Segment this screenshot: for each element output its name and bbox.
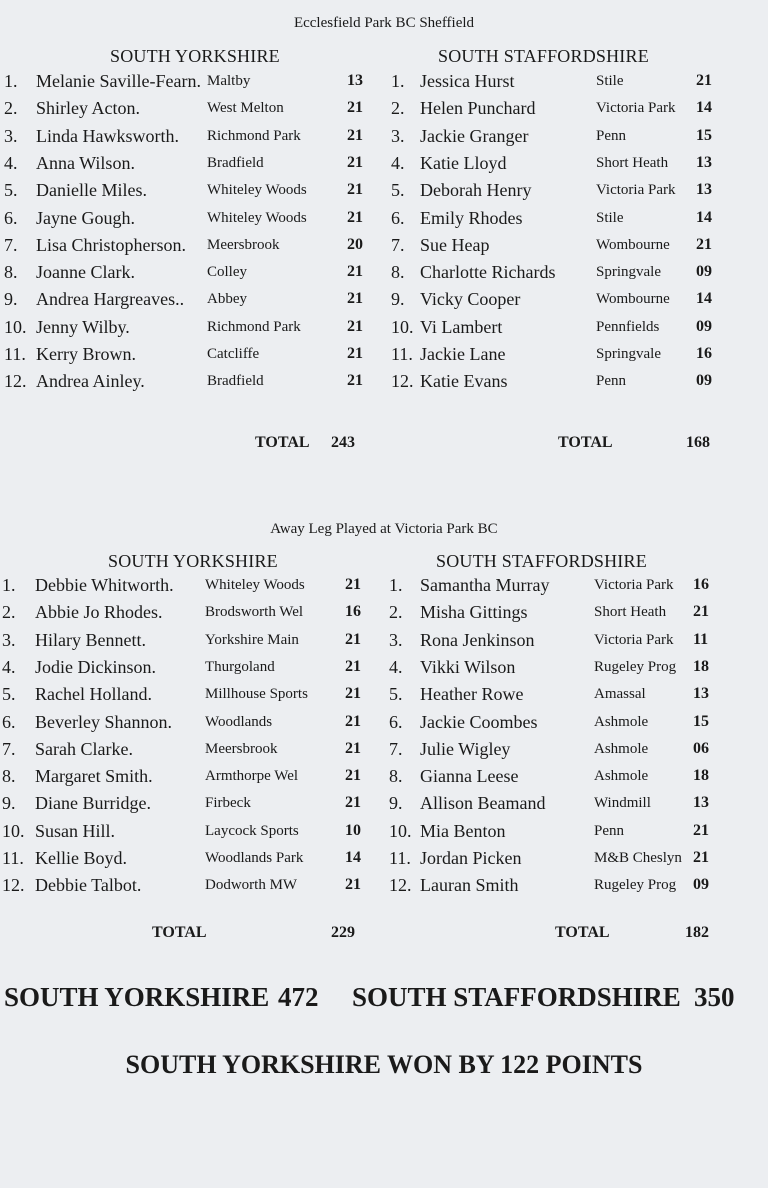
player-number: 12. bbox=[391, 371, 414, 392]
summary-home-score: 472 bbox=[278, 982, 319, 1012]
leg1-away-row bbox=[0, 153, 768, 179]
player-number: 6. bbox=[391, 207, 405, 228]
player-score: 21 bbox=[345, 657, 361, 675]
player-club: Whiteley Woods bbox=[207, 209, 307, 226]
player-club: Victoria Park bbox=[594, 577, 674, 593]
leg2-away-row bbox=[0, 821, 768, 847]
player-club: Springvale bbox=[596, 264, 661, 281]
player-score: 21 bbox=[347, 181, 363, 199]
player-number: 2. bbox=[4, 98, 18, 119]
player-score: 21 bbox=[347, 263, 363, 281]
leg1-away-team-heading: SOUTH STAFFORDSHIRE bbox=[438, 46, 649, 66]
summary-away-score: 350 bbox=[694, 982, 735, 1012]
player-club: Colley bbox=[207, 264, 247, 281]
leg1-home-team-heading: SOUTH YORKSHIRE bbox=[110, 46, 280, 66]
player-club: Yorkshire Main bbox=[205, 631, 299, 648]
player-number: 7. bbox=[2, 738, 16, 759]
player-name: Katie Lloyd bbox=[420, 152, 507, 173]
leg1-away-row bbox=[0, 289, 768, 315]
player-number: 4. bbox=[389, 656, 403, 677]
leg1-away-row bbox=[0, 235, 768, 261]
player-club: Brodsworth Wel bbox=[205, 604, 304, 621]
player-club: Armthorpe Wel bbox=[205, 768, 299, 785]
player-name: Vicky Cooper bbox=[420, 289, 521, 310]
player-name: Julie Wigley bbox=[420, 738, 511, 759]
player-number: 10. bbox=[4, 316, 27, 337]
player-name: Jenny Wilby. bbox=[36, 316, 130, 337]
player-club: Springvale bbox=[596, 346, 661, 362]
player-score: 21 bbox=[347, 99, 363, 117]
player-name: Charlotte Richards bbox=[420, 262, 556, 283]
leg2-away-row bbox=[0, 575, 768, 601]
player-name: Katie Evans bbox=[420, 371, 508, 392]
player-score: 21 bbox=[347, 208, 363, 226]
player-club: Rugeley Prog bbox=[594, 658, 677, 675]
player-club: Ashmole bbox=[594, 713, 649, 730]
player-club: Amassal bbox=[594, 686, 646, 703]
player-number: 9. bbox=[391, 289, 405, 310]
player-club: Woodlands Park bbox=[205, 850, 304, 866]
player-number: 9. bbox=[4, 289, 18, 310]
player-score: 21 bbox=[693, 821, 709, 839]
player-name: Rona Jenkinson bbox=[420, 629, 535, 650]
player-name: Jackie Lane bbox=[420, 344, 506, 364]
leg2-away-row bbox=[0, 602, 768, 628]
player-name: Shirley Acton. bbox=[36, 98, 140, 119]
player-score: 13 bbox=[696, 181, 712, 199]
player-number: 4. bbox=[2, 656, 16, 677]
player-club: Dodworth MW bbox=[205, 877, 298, 894]
player-name: Jordan Picken bbox=[420, 848, 522, 868]
player-score: 14 bbox=[696, 99, 712, 117]
player-score: 18 bbox=[693, 767, 709, 785]
player-score: 21 bbox=[345, 767, 361, 785]
player-name: Sue Heap bbox=[420, 234, 490, 255]
player-name: Jackie Granger bbox=[420, 125, 529, 146]
leg2-away-team-heading: SOUTH STAFFORDSHIRE bbox=[436, 551, 647, 571]
player-club: Woodlands bbox=[205, 713, 273, 730]
player-score: 06 bbox=[693, 739, 709, 757]
leg1-away-row bbox=[0, 180, 768, 206]
leg1-away-row bbox=[0, 344, 768, 370]
player-club: Meersbrook bbox=[207, 236, 280, 253]
player-number: 3. bbox=[4, 125, 18, 146]
player-name: Heather Rowe bbox=[420, 684, 524, 705]
player-score: 21 bbox=[347, 345, 363, 362]
leg2-away-total-label: TOTAL bbox=[555, 924, 610, 941]
player-score: 21 bbox=[693, 849, 709, 866]
player-club: Short Heath bbox=[596, 154, 669, 171]
player-number: 9. bbox=[389, 793, 403, 814]
player-club: West Melton bbox=[207, 100, 284, 117]
leg1-away-row bbox=[0, 317, 768, 343]
player-club: Victoria Park bbox=[596, 100, 676, 117]
leg1-away-row bbox=[0, 126, 768, 152]
player-club: Penn bbox=[594, 822, 624, 839]
player-number: 5. bbox=[2, 684, 16, 705]
player-number: 11. bbox=[4, 344, 26, 364]
player-club: M&B Cheslyn bbox=[594, 850, 682, 866]
player-score: 09 bbox=[696, 263, 712, 281]
player-score: 21 bbox=[345, 685, 361, 703]
player-name: Debbie Talbot. bbox=[35, 875, 142, 896]
leg2-venue: Away Leg Played at Victoria Park BC bbox=[270, 521, 498, 537]
player-club: Victoria Park bbox=[596, 182, 676, 199]
player-name: Hilary Bennett. bbox=[35, 629, 146, 650]
player-club: Penn bbox=[596, 127, 626, 144]
player-number: 3. bbox=[2, 629, 16, 650]
player-club: Penn bbox=[596, 373, 626, 390]
leg1-venue: Ecclesfield Park BC Sheffield bbox=[293, 15, 475, 31]
player-name: Anna Wilson. bbox=[36, 152, 135, 173]
player-name: Abbie Jo Rhodes. bbox=[35, 602, 163, 623]
player-number: 1. bbox=[391, 71, 405, 91]
leg1-home-total-label: TOTAL bbox=[255, 434, 310, 451]
player-club: Millhouse Sports bbox=[205, 686, 308, 703]
player-club: Rugeley Prog bbox=[594, 877, 677, 894]
player-club: Whiteley Woods bbox=[205, 577, 305, 593]
player-number: 5. bbox=[4, 180, 18, 201]
player-club: Firbeck bbox=[205, 795, 251, 812]
leg2-home-team-heading: SOUTH YORKSHIRE bbox=[108, 551, 278, 571]
player-club: Pennfields bbox=[596, 318, 660, 335]
leg2-away-row bbox=[0, 875, 768, 901]
player-name: Susan Hill. bbox=[35, 820, 116, 841]
player-club: Ashmole bbox=[594, 740, 649, 757]
leg1-away-row bbox=[0, 71, 768, 97]
player-score: 21 bbox=[347, 290, 363, 308]
player-number: 4. bbox=[4, 152, 18, 173]
player-club: Thurgoland bbox=[205, 658, 275, 675]
player-name: Jodie Dickinson. bbox=[35, 656, 156, 677]
player-name: Emily Rhodes bbox=[420, 207, 523, 228]
player-club: Maltby bbox=[207, 73, 251, 89]
player-score: 09 bbox=[693, 876, 709, 894]
player-club: Wombourne bbox=[596, 291, 670, 308]
leg2-away-row bbox=[0, 630, 768, 656]
player-name: Sarah Clarke. bbox=[35, 738, 133, 759]
player-number: 7. bbox=[391, 234, 405, 255]
player-score: 14 bbox=[696, 208, 712, 226]
leg2-away-row bbox=[0, 739, 768, 765]
player-club: Meersbrook bbox=[205, 740, 278, 757]
leg1-away-row bbox=[0, 371, 768, 397]
player-number: 7. bbox=[4, 234, 18, 255]
player-name: Lisa Christopherson. bbox=[36, 234, 186, 255]
player-number: 2. bbox=[391, 98, 405, 119]
player-number: 8. bbox=[391, 262, 405, 283]
player-name: Misha Gittings bbox=[420, 602, 528, 623]
player-number: 11. bbox=[2, 848, 24, 868]
player-score: 21 bbox=[347, 372, 363, 390]
player-score: 21 bbox=[347, 126, 363, 144]
leg2-away-row bbox=[0, 793, 768, 819]
player-club: Short Heath bbox=[594, 604, 667, 621]
player-name: Vikki Wilson bbox=[420, 656, 516, 677]
player-number: 7. bbox=[389, 738, 403, 759]
player-name: Samantha Murray bbox=[420, 575, 550, 595]
player-number: 10. bbox=[391, 316, 414, 337]
player-name: Andrea Ainley. bbox=[36, 371, 145, 392]
player-club: Bradfield bbox=[207, 373, 264, 390]
player-club: Richmond Park bbox=[207, 318, 301, 335]
leg2-away-total: 182 bbox=[685, 924, 709, 941]
player-score: 16 bbox=[696, 345, 712, 362]
player-number: 11. bbox=[389, 848, 411, 868]
summary-home-name: SOUTH YORKSHIRE bbox=[4, 982, 270, 1012]
player-number: 1. bbox=[2, 575, 16, 595]
player-club: Laycock Sports bbox=[205, 822, 299, 839]
player-name: Lauran Smith bbox=[420, 875, 519, 896]
leg2-away-row bbox=[0, 657, 768, 683]
player-number: 8. bbox=[4, 262, 18, 283]
player-club: Abbey bbox=[207, 291, 247, 308]
player-number: 8. bbox=[389, 766, 403, 787]
player-score: 09 bbox=[696, 317, 712, 335]
player-score: 21 bbox=[345, 794, 361, 812]
player-number: 8. bbox=[2, 766, 16, 787]
match-result: SOUTH YORKSHIRE WON BY 122 POINTS bbox=[125, 1050, 643, 1079]
player-score: 21 bbox=[345, 630, 361, 648]
player-club: Victoria Park bbox=[594, 631, 674, 648]
player-club: Stile bbox=[596, 209, 624, 226]
player-name: Debbie Whitworth. bbox=[35, 575, 174, 595]
player-name: Kerry Brown. bbox=[36, 344, 136, 364]
player-name: Mia Benton bbox=[420, 820, 506, 841]
player-number: 9. bbox=[2, 793, 16, 814]
player-score: 21 bbox=[347, 153, 363, 171]
leg1-away-total: 168 bbox=[686, 434, 710, 451]
player-name: Deborah Henry bbox=[420, 180, 532, 201]
player-score: 21 bbox=[696, 72, 712, 89]
player-club: Wombourne bbox=[596, 236, 670, 253]
player-club: Windmill bbox=[594, 795, 651, 812]
leg1-away-row bbox=[0, 98, 768, 124]
player-number: 10. bbox=[2, 820, 25, 841]
player-number: 1. bbox=[389, 575, 403, 595]
player-score: 21 bbox=[345, 876, 361, 894]
player-number: 12. bbox=[4, 371, 27, 392]
player-club: Catcliffe bbox=[207, 346, 260, 362]
player-number: 6. bbox=[2, 711, 16, 732]
player-club: Bradfield bbox=[207, 154, 264, 171]
player-number: 4. bbox=[391, 152, 405, 173]
player-score: 13 bbox=[696, 153, 712, 171]
player-name: Danielle Miles. bbox=[36, 180, 147, 201]
player-number: 6. bbox=[389, 711, 403, 732]
player-name: Jessica Hurst bbox=[420, 71, 515, 91]
player-score: 14 bbox=[345, 849, 361, 866]
player-club: Ashmole bbox=[594, 768, 649, 785]
player-club: Whiteley Woods bbox=[207, 182, 307, 199]
player-number: 6. bbox=[4, 207, 18, 228]
player-score: 13 bbox=[693, 794, 709, 812]
summary-away-name: SOUTH STAFFORDSHIRE bbox=[352, 982, 681, 1012]
player-name: Diane Burridge. bbox=[35, 793, 151, 814]
player-score: 21 bbox=[696, 235, 712, 253]
player-name: Rachel Holland. bbox=[35, 684, 152, 705]
player-number: 12. bbox=[389, 875, 412, 896]
player-name: Beverley Shannon. bbox=[35, 711, 172, 732]
player-name: Andrea Hargreaves.. bbox=[36, 289, 185, 310]
player-score: 21 bbox=[347, 317, 363, 335]
player-number: 10. bbox=[389, 820, 412, 841]
player-score: 18 bbox=[693, 657, 709, 675]
player-club: Richmond Park bbox=[207, 127, 301, 144]
player-number: 5. bbox=[389, 684, 403, 705]
player-club: Stile bbox=[596, 73, 624, 89]
player-number: 2. bbox=[389, 602, 403, 623]
player-number: 3. bbox=[391, 125, 405, 146]
leg1-away-row bbox=[0, 262, 768, 288]
leg1-away-total-label: TOTAL bbox=[558, 434, 613, 451]
leg2-away-row bbox=[0, 684, 768, 710]
player-name: Linda Hawksworth. bbox=[36, 125, 179, 146]
player-number: 2. bbox=[2, 602, 16, 623]
player-number: 3. bbox=[389, 629, 403, 650]
player-number: 12. bbox=[2, 875, 25, 896]
player-name: Kellie Boyd. bbox=[35, 848, 127, 868]
player-number: 5. bbox=[391, 180, 405, 201]
player-score: 14 bbox=[696, 290, 712, 308]
player-score: 10 bbox=[345, 821, 361, 839]
player-score: 15 bbox=[696, 126, 712, 144]
player-name: Helen Punchard bbox=[420, 98, 536, 119]
player-number: 1. bbox=[4, 71, 18, 91]
player-score: 16 bbox=[345, 603, 361, 621]
leg2-home-total: 229 bbox=[331, 924, 355, 941]
leg2-away-row bbox=[0, 766, 768, 792]
player-name: Melanie Saville-Fearn. bbox=[36, 71, 201, 91]
player-score: 09 bbox=[696, 372, 712, 390]
player-score: 11 bbox=[693, 630, 709, 648]
player-name: Margaret Smith. bbox=[35, 766, 153, 787]
player-name: Jackie Coombes bbox=[420, 711, 538, 732]
player-name: Vi Lambert bbox=[420, 316, 503, 337]
player-score: 16 bbox=[693, 576, 709, 593]
player-name: Jayne Gough. bbox=[36, 207, 135, 228]
player-score: 13 bbox=[347, 72, 363, 89]
player-number: 11. bbox=[391, 344, 413, 364]
player-score: 13 bbox=[693, 685, 709, 703]
player-score: 15 bbox=[693, 712, 709, 730]
player-name: Joanne Clark. bbox=[36, 262, 135, 283]
leg2-away-row bbox=[0, 848, 768, 874]
player-score: 20 bbox=[347, 235, 363, 253]
leg1-home-total: 243 bbox=[331, 434, 355, 451]
leg2-away-row bbox=[0, 712, 768, 738]
leg2-home-total-label: TOTAL bbox=[152, 924, 207, 941]
player-name: Gianna Leese bbox=[420, 766, 519, 787]
player-score: 21 bbox=[693, 603, 709, 621]
player-score: 21 bbox=[345, 739, 361, 757]
player-name: Allison Beamand bbox=[420, 793, 546, 814]
player-score: 21 bbox=[345, 712, 361, 730]
player-score: 21 bbox=[345, 576, 361, 593]
leg1-away-row bbox=[0, 208, 768, 234]
